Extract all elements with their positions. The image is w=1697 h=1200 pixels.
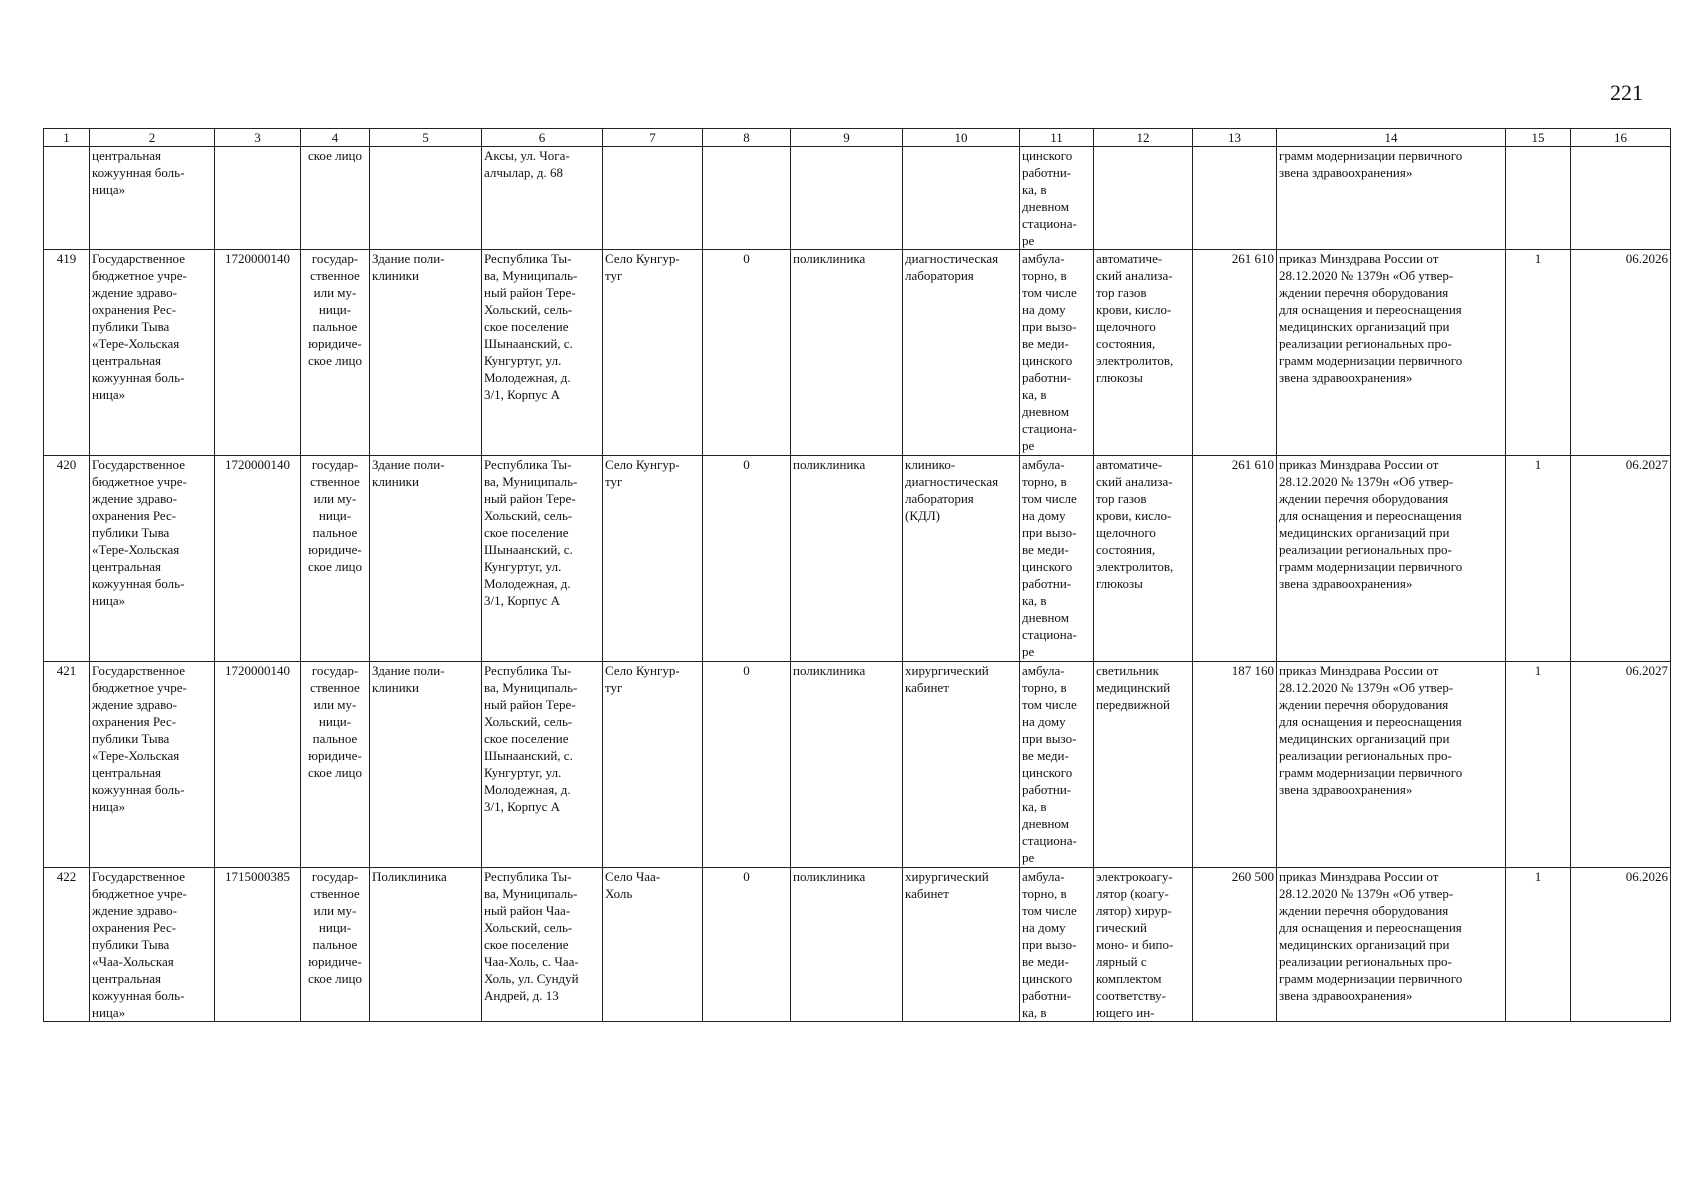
cell-settlement: Село Кунгур- туг [603,456,703,662]
column-header: 9 [791,129,903,147]
cell-price: 260 500 [1193,868,1277,1022]
column-number-row [44,129,1671,147]
cell-basis: приказ Минздрава России от 28.12.2020 № 1379н «Об утвер- ждении перечня оборудования для оснащения и переоснащения медицинских организаций при реализации региональных про- грамм модернизации первичного звена здравоохранения» [1277,868,1506,1022]
cell-number [44,147,90,250]
column-header: 4 [301,129,370,147]
column-header: 3 [215,129,301,147]
cell-col8: 0 [703,250,791,456]
table-row [44,456,1671,662]
cell-unit: поликлиника [791,250,903,456]
cell-department [903,147,1020,250]
page-number: 221 [1610,80,1643,105]
cell-price: 261 610 [1193,456,1277,662]
cell-col8: 0 [703,868,791,1022]
cell-organization: Государственное бюджетное учре- ждение здраво- охранения Рес- публики Тыва «Тере-Хольская центральная кожуунная боль- ница» [90,250,215,456]
cell-basis: приказ Минздрава России от 28.12.2020 № 1379н «Об утвер- ждении перечня оборудования для оснащения и переоснащения медицинских организаций при реализации региональных про- грамм модернизации первичного звена здравоохранения» [1277,250,1506,456]
cell-price [1193,147,1277,250]
cell-building: Здание поли- клиники [370,250,482,456]
cell-code [215,147,301,250]
cell-address: Аксы, ул. Чога- алчылар, д. 68 [482,147,603,250]
cell-equipment [1094,147,1193,250]
cell-building [370,147,482,250]
cell-code: 1720000140 [215,456,301,662]
cell-organization: центральная кожуунная боль- ница» [90,147,215,250]
column-header: 1 [44,129,90,147]
cell-code: 1720000140 [215,250,301,456]
cell-code: 1720000140 [215,662,301,868]
cell-care-form: амбула- торно, в том числе на дому при вызо- ве меди- цинского работни- ка, в [1020,868,1094,1022]
column-header: 10 [903,129,1020,147]
cell-address: Республика Ты- ва, Муниципаль- ный район Тере- Хольский, сель- ское поселение Шынаанский, с. Кунгуртуг, ул. Молодежная, д. 3/1, Корпус А [482,250,603,456]
continuation-row [44,147,1671,250]
cell-quantity: 1 [1506,868,1571,1022]
column-header: 16 [1571,129,1671,147]
cell-legal-status: государ- ственное или му- ници- пальное юридиче- ское лицо [301,662,370,868]
cell-equipment: автоматиче- ский анализа- тор газов крови, кисло- щелочного состояния, электролитов, глюкозы [1094,250,1193,456]
cell-equipment: автоматиче- ский анализа- тор газов крови, кисло- щелочного состояния, электролитов, глюкозы [1094,456,1193,662]
cell-department: хирургический кабинет [903,868,1020,1022]
cell-building: Поликлиника [370,868,482,1022]
cell-basis: приказ Минздрава России от 28.12.2020 № 1379н «Об утвер- ждении перечня оборудования для оснащения и переоснащения медицинских организаций при реализации региональных про- грамм модернизации первичного звена здравоохранения» [1277,456,1506,662]
cell-legal-status: государ- ственное или му- ници- пальное юридиче- ское лицо [301,456,370,662]
cell-basis: грамм модернизации первичного звена здравоохранения» [1277,147,1506,250]
column-header: 5 [370,129,482,147]
cell-legal-status: государ- ственное или му- ници- пальное юридиче- ское лицо [301,868,370,1022]
cell-organization: Государственное бюджетное учре- ждение здраво- охранения Рес- публики Тыва «Тере-Хольская центральная кожуунная боль- ница» [90,662,215,868]
cell-building: Здание поли- клиники [370,662,482,868]
column-header: 8 [703,129,791,147]
cell-date: 06.2027 [1571,456,1671,662]
cell-care-form: цинского работни- ка, в дневном стациона- ре [1020,147,1094,250]
cell-number: 419 [44,250,90,456]
cell-col8 [703,147,791,250]
cell-address: Республика Ты- ва, Муниципаль- ный район Тере- Хольский, сель- ское поселение Шынаанский, с. Кунгуртуг, ул. Молодежная, д. 3/1, Корпус А [482,662,603,868]
column-header: 7 [603,129,703,147]
cell-unit: поликлиника [791,868,903,1022]
cell-care-form: амбула- торно, в том числе на дому при вызо- ве меди- цинского работни- ка, в дневном стациона- ре [1020,456,1094,662]
cell-number: 422 [44,868,90,1022]
cell-legal-status: государ- ственное или му- ници- пальное юридиче- ское лицо [301,250,370,456]
equipment-table [43,128,1671,1022]
cell-building: Здание поли- клиники [370,456,482,662]
table-row [44,662,1671,868]
cell-date [1571,147,1671,250]
cell-code: 1715000385 [215,868,301,1022]
cell-number: 420 [44,456,90,662]
column-header: 15 [1506,129,1571,147]
cell-settlement: Село Чаа- Холь [603,868,703,1022]
cell-date: 06.2027 [1571,662,1671,868]
cell-quantity: 1 [1506,250,1571,456]
cell-date: 06.2026 [1571,868,1671,1022]
column-header: 14 [1277,129,1506,147]
cell-number: 421 [44,662,90,868]
cell-address: Республика Ты- ва, Муниципаль- ный район Чаа- Хольский, сель- ское поселение Чаа-Холь, с. Чаа- Холь, ул. Сундуй Андрей, д. 13 [482,868,603,1022]
column-header: 11 [1020,129,1094,147]
cell-department: хирургический кабинет [903,662,1020,868]
cell-organization: Государственное бюджетное учре- ждение здраво- охранения Рес- публики Тыва «Чаа-Хольская центральная кожуунная боль- ница» [90,868,215,1022]
cell-department: диагностическая лаборатория [903,250,1020,456]
cell-settlement: Село Кунгур- туг [603,250,703,456]
column-header: 6 [482,129,603,147]
column-header: 2 [90,129,215,147]
column-header: 13 [1193,129,1277,147]
cell-equipment: электрокоагу- лятор (коагу- лятор) хирур- гический моно- и бипо- лярный с комплектом соответству- ющего ин- [1094,868,1193,1022]
table-row [44,868,1671,1022]
cell-address: Республика Ты- ва, Муниципаль- ный район Тере- Хольский, сель- ское поселение Шынаанский, с. Кунгуртуг, ул. Молодежная, д. 3/1, Корпус А [482,456,603,662]
cell-legal-status: ское лицо [301,147,370,250]
cell-care-form: амбула- торно, в том числе на дому при вызо- ве меди- цинского работни- ка, в дневном стациона- ре [1020,250,1094,456]
cell-quantity: 1 [1506,662,1571,868]
cell-settlement: Село Кунгур- туг [603,662,703,868]
table-row [44,250,1671,456]
cell-organization: Государственное бюджетное учре- ждение здраво- охранения Рес- публики Тыва «Тере-Хольская центральная кожуунная боль- ница» [90,456,215,662]
cell-quantity: 1 [1506,456,1571,662]
cell-unit [791,147,903,250]
cell-basis: приказ Минздрава России от 28.12.2020 № 1379н «Об утвер- ждении перечня оборудования для оснащения и переоснащения медицинских организаций при реализации региональных про- грамм модернизации первичного звена здравоохранения» [1277,662,1506,868]
cell-col8: 0 [703,662,791,868]
cell-care-form: амбула- торно, в том числе на дому при вызо- ве меди- цинского работни- ка, в дневном стациона- ре [1020,662,1094,868]
cell-department: клинико- диагностическая лаборатория (КДЛ) [903,456,1020,662]
cell-settlement [603,147,703,250]
cell-date: 06.2026 [1571,250,1671,456]
cell-quantity [1506,147,1571,250]
cell-unit: поликлиника [791,662,903,868]
column-header: 12 [1094,129,1193,147]
cell-price: 261 610 [1193,250,1277,456]
cell-unit: поликлиника [791,456,903,662]
cell-price: 187 160 [1193,662,1277,868]
cell-equipment: светильник медицинский передвижной [1094,662,1193,868]
cell-col8: 0 [703,456,791,662]
